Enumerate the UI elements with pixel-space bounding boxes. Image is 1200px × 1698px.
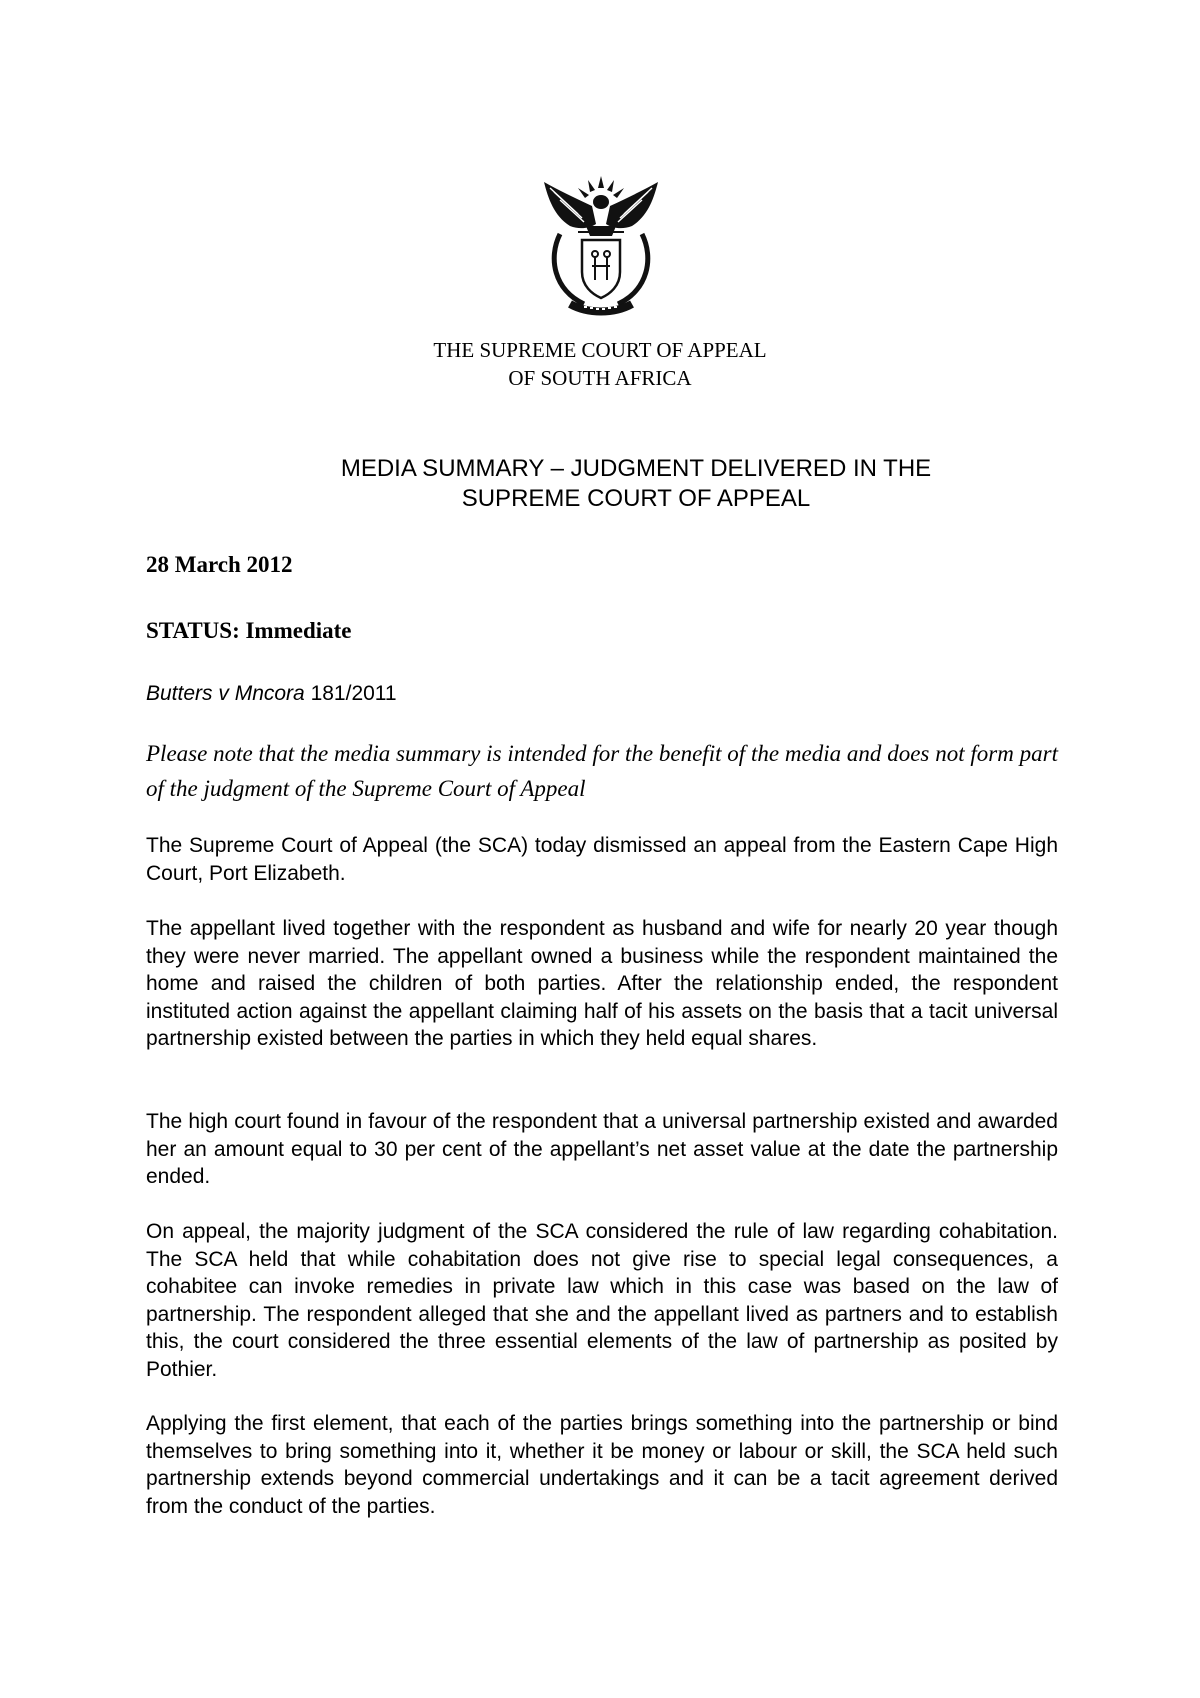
paragraph: The appellant lived together with the respondent as husband and wife for nearly 20 year though they were never married. The appellant owned a business while the respondent maintained the home and raised the children of both parties. After the relationship ended, the respondent instituted action against the appellant claiming half of his assets on the basis that a tacit universal partnership existed between the parties in which they held equal shares.: [146, 917, 1058, 1050]
status: STATUS: Immediate: [146, 618, 352, 643]
coat-of-arms-icon: [540, 168, 662, 320]
paragraph: Applying the first element, that each of the parties brings something into the partnership or bind themselves to bring something into it, whether it be money or labour or skill, the SCA held such partnership extends beyond commercial undertakings and it can be a tacit agreement derived from the conduct of the parties.: [146, 1412, 1058, 1518]
paragraph: On appeal, the majority judgment of the SCA considered the rule of law regarding cohabitation. The SCA held that while cohabitation does not give rise to special legal consequences, a cohabitee can invoke remedies in private law which in this case was based on the law of partnership. The respondent alleged that she and the appellant lived as partners and to establish this, the court considered the three essential elements of the law of partnership as posited by Pothier.: [146, 1220, 1058, 1381]
court-name-line-2: OF SOUTH AFRICA: [508, 366, 692, 390]
paragraph: The high court found in favour of the respondent that a universal partnership existed and awarded her an amount equal to 30 per cent of the appellant’s net asset value at the date the partnership ended.: [146, 1110, 1058, 1188]
date: 28 March 2012: [146, 552, 293, 577]
page-title-line-1: MEDIA SUMMARY – JUDGMENT DELIVERED IN THE: [340, 455, 932, 482]
court-name-line-1: THE SUPREME COURT OF APPEAL: [433, 338, 767, 362]
case-reference: [146, 682, 397, 706]
page-title-line-2: SUPREME COURT OF APPEAL: [461, 485, 811, 512]
case-number: 181/2011: [304, 682, 397, 705]
case-name: Butters v Mncora: [146, 682, 305, 705]
paragraph: The Supreme Court of Appeal (the SCA) today dismissed an appeal from the Eastern Cape High Court, Port Elizabeth.: [146, 834, 1058, 885]
media-disclaimer-note: Please note that the media summary is intended for the benefit of the media and does not form part of the judgment of the Supreme Court of Appeal: [146, 741, 1058, 801]
